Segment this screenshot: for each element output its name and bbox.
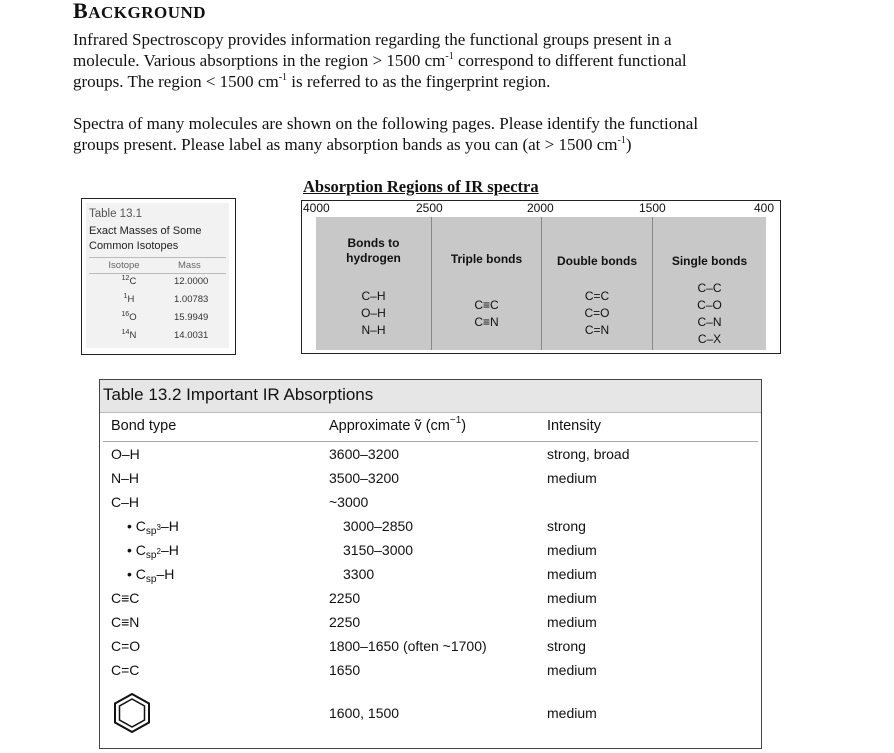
- approx-cell: 3600–3200: [329, 446, 400, 462]
- tick-2500: 2500: [416, 201, 443, 215]
- intensity-cell: strong: [547, 518, 586, 534]
- approx-cell: 2250: [329, 590, 361, 606]
- approx-cell: 1800–1650 (often ~1700): [329, 638, 487, 654]
- col-approx: Approximate ṽ $(cm^{-1})$: [329, 415, 467, 434]
- instructions-line-2: groups present. Please label as many absorption bands as you can (at > 1500 $cm^{-1}$): [73, 135, 632, 154]
- intensity-cell: medium: [547, 470, 597, 486]
- absorption-regions-chart: [301, 200, 781, 354]
- intensity-cell: medium: [547, 705, 597, 721]
- bond-type-cell: O–H: [111, 446, 140, 462]
- intensity-cell: strong: [547, 638, 586, 654]
- section-heading: BACKGROUND: [73, 0, 207, 23]
- bond-type-cell: • $C_{sp^3}-H$: [127, 518, 179, 537]
- bond-type-cell: • $C_{sp}-H$: [127, 566, 175, 585]
- approx-cell: 3150–3000: [343, 542, 414, 558]
- table-13-1-subtitle: Exact Masses of Some: [89, 225, 202, 237]
- bond-type-cell: C–H: [111, 494, 140, 510]
- band-hydrogen: Bonds to hydrogen C–H O–H N–H: [316, 217, 432, 350]
- tick-400: 400: [754, 201, 775, 215]
- col-bond-type: Bond type: [111, 418, 177, 434]
- bond-type-cell: C≡N: [111, 614, 140, 630]
- table-13-1-subtitle-2: Common Isotopes: [89, 240, 179, 252]
- intro-line-3: groups. The region < 1500 $cm^{-1}$ is referred to as the fingerprint region.: [73, 72, 551, 91]
- intensity-cell: medium: [547, 590, 597, 606]
- approx-cell: 3300: [343, 566, 375, 582]
- intensity-cell: medium: [547, 614, 597, 630]
- approx-cell: 1650: [329, 662, 361, 678]
- bond-type-cell: • $C_{sp^2}-H$: [127, 542, 179, 561]
- intensity-cell: medium: [547, 542, 597, 558]
- bond-type-cell: C≡C: [111, 590, 140, 606]
- table-13-2: [99, 379, 762, 749]
- bond-type-cell: N–H: [111, 470, 140, 486]
- band-single: Single bonds C–C C–O C–N C–X: [653, 217, 766, 350]
- approx-cell: 3500–3200: [329, 470, 400, 486]
- col-intensity: Intensity: [547, 418, 601, 434]
- intro-paragraph: [73, 29, 873, 92]
- intro-line-2: molecule. Various absorptions in the region > 1500 $cm^{-1}$ correspond to different functional: [73, 51, 687, 70]
- absorption-regions-title: Absorption Regions of IR spectra: [303, 177, 539, 196]
- tick-1500: 1500: [639, 201, 666, 215]
- approx-cell: 3000–2850: [343, 518, 414, 534]
- approx-cell: ~3000: [329, 494, 369, 510]
- table-13-1: Table 13.1 Exact Masses of Some Common Isotopes Isotope Mass $^{12}$C 12.0000 $^1$H 1.00783 $^{16}$O 15.9949 $^{14}$N 14.0031: [81, 198, 236, 355]
- intensity-cell: strong, broad: [547, 446, 630, 462]
- table-13-1-title: Table 13.1: [89, 208, 143, 220]
- benzene-ring-icon: [111, 692, 153, 737]
- table-13-2-title: Table 13.2 Important IR Absorptions: [103, 385, 374, 404]
- intro-line-1: Infrared Spectroscopy provides information regarding the functional groups present in a: [73, 30, 672, 49]
- band-double: Double bonds C=C C=O C=N: [542, 217, 653, 350]
- instructions-paragraph: [73, 113, 873, 155]
- bond-type-cell: C=C: [111, 662, 140, 678]
- approx-cell: 1600, 1500: [329, 705, 400, 721]
- tick-4000: 4000: [303, 201, 330, 215]
- band-triple: Triple bonds C≡C C≡N: [432, 217, 542, 350]
- approx-cell: 2250: [329, 614, 361, 630]
- intensity-cell: medium: [547, 566, 597, 582]
- instructions-line-1: Spectra of many molecules are shown on the following pages. Please identify the functional: [73, 114, 699, 133]
- intensity-cell: medium: [547, 662, 597, 678]
- tick-2000: 2000: [527, 201, 554, 215]
- bond-type-cell: C=O: [111, 638, 141, 654]
